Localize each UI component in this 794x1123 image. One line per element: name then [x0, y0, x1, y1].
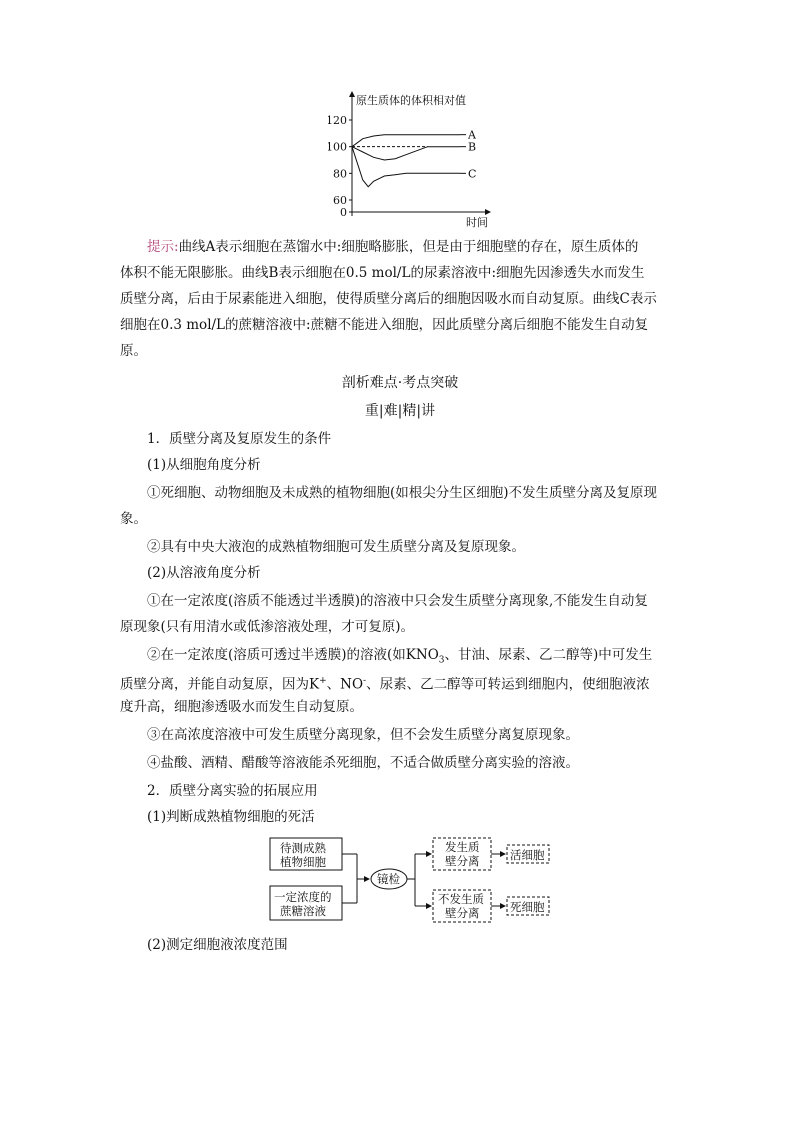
para-2a-cont: 原现象(只有用清水或低渗溶液处理，才可复原)。	[120, 619, 415, 635]
plasmolysis-line2: 壁分离	[445, 854, 480, 868]
solution-box-line1: 一定浓度的	[274, 890, 332, 904]
alive-label: 活细胞	[510, 848, 545, 862]
microscope-label: 镜检	[377, 872, 400, 886]
flow-svg	[265, 834, 565, 929]
no-plasmolysis-line2: 壁分离	[445, 906, 480, 920]
para-1b: ②具有中央大液泡的成熟植物细胞可发生质壁分离及复原现象。	[147, 539, 525, 555]
hint-line-1	[120, 234, 680, 260]
para-2d: ④盐酸、酒精、醋酸等溶液能杀死细胞，不适合做质壁分离实验的溶液。	[147, 755, 579, 771]
hint-line-5: 原。	[120, 343, 147, 359]
section-title: 剖析难点·考点突破	[341, 375, 459, 391]
plasmolysis-line1: 发生质	[445, 840, 480, 854]
heading-2: 2．质壁分离实验的拓展应用	[147, 783, 318, 799]
para-2b2-text-1: 质壁分离，并能自动复原，因为K	[120, 676, 320, 693]
kno3-subscript: 3	[438, 655, 445, 666]
y-tick-label: 0	[340, 206, 347, 219]
k-superscript: +	[319, 676, 327, 686]
volume-chart	[328, 88, 498, 228]
hint-line-4: 细胞在0.3 mol/L的蔗糖溶液中:蔗糖不能进入细胞，因此质壁分离后细胞不能发生自动复	[120, 317, 649, 333]
para-1a: ①死细胞、动物细胞及未成熟的植物细胞(如根尖分生区细胞)不发生质壁分离及复原现	[147, 485, 658, 501]
solution-box-line2: 蔗糖溶液	[280, 904, 326, 918]
y-tick-label: 60	[333, 194, 347, 207]
dead-label: 死细胞	[510, 900, 545, 914]
series-label-c: C	[468, 167, 477, 181]
hint-text-1: 曲线A表示细胞在蒸馏水中:细胞略膨胀，但是由于细胞壁的存在，原生质体的	[178, 239, 639, 255]
series-label-b: B	[468, 140, 477, 154]
chart-svg	[328, 88, 498, 228]
hint-line-3: 质壁分离，后由于尿素能进入细胞，使得质壁分离后的细胞因吸水而自动复原。曲线C表示	[120, 291, 657, 307]
para-2a: ①在一定浓度(溶质不能透过半透膜)的溶液中只会发生质壁分离现象,不能发生自动复	[147, 593, 648, 609]
no-plasmolysis-line1: 不发生质	[438, 892, 484, 906]
y-ticks	[328, 114, 352, 219]
series-line-a	[352, 135, 460, 147]
para-1a-cont: 象。	[120, 511, 147, 527]
heading-1: 1．质壁分离及复原发生的条件	[147, 431, 332, 447]
para-2b-cont-2: 度升高，细胞渗透吸水而发生自动复原。	[120, 699, 363, 715]
para-2c: ③在高浓度溶液中可发生质壁分离现象，但不会发生质壁分离复原现象。	[147, 727, 579, 743]
para-2b2-text-3: 、尿素、乙二醇等可转运到细胞内，使细胞液浓	[366, 676, 650, 693]
cell-box-line2: 植物细胞	[280, 855, 326, 869]
section-subtitle: 重|难|精|讲	[364, 403, 436, 419]
y-tick-label: 100	[328, 140, 347, 154]
series-line-b	[352, 147, 460, 160]
y-tick-label: 80	[333, 167, 347, 181]
viability-flow-diagram	[265, 834, 565, 929]
heading-1b: (2)从溶液角度分析	[147, 565, 261, 581]
cell-box-line1: 待测成熟	[280, 841, 326, 855]
hint-label: 提示:	[147, 239, 179, 255]
heading-2b: (2)测定细胞液浓度范围	[147, 937, 288, 953]
para-2b2-text-2: 、NO	[326, 676, 364, 693]
x-axis-label: 时间	[466, 216, 488, 228]
y-tick-label: 120	[328, 114, 347, 127]
series-group	[352, 129, 477, 187]
para-2b-text-2: 、甘油、尿素、乙二醇等)中可发生	[444, 647, 653, 663]
hint-line-2: 体积不能无限膨胀。曲线B表示细胞在0.5 mol/L的尿素溶液中:细胞先因渗透失水而发生	[120, 265, 645, 281]
series-label-a: A	[468, 128, 476, 142]
para-2b-text-1: ②在一定浓度(溶质可透过半透膜)的溶液(如KNO	[147, 647, 439, 663]
series-line-c	[352, 147, 460, 187]
heading-1a: (1)从细胞角度分析	[147, 457, 261, 473]
y-axis-label: 原生质体的体积相对值	[356, 94, 466, 107]
no3-superscript: -	[363, 676, 367, 686]
heading-2a: (1)判断成熟植物细胞的死活	[147, 809, 315, 825]
